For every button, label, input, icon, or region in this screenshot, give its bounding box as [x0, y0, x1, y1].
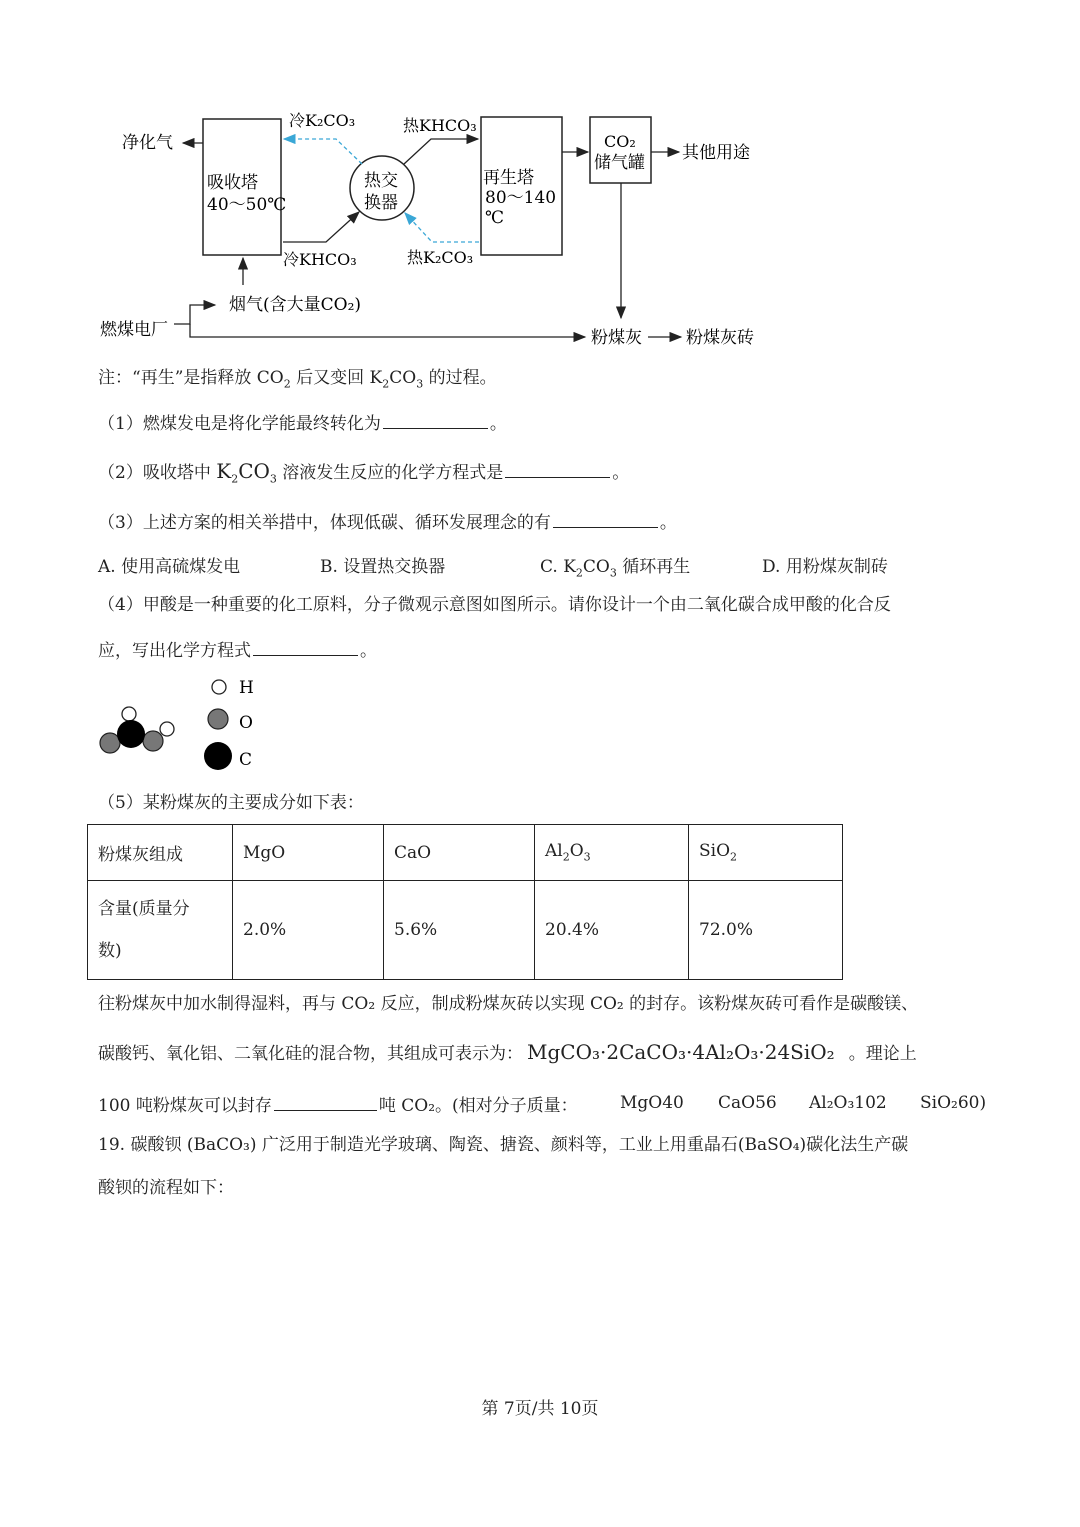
question-5-intro: （5）某粉煤灰的主要成分如下表： [98, 793, 364, 813]
question-4-line-2: 应，写出化学方程式 。 [98, 637, 377, 662]
answer-blank-5[interactable] [274, 1092, 377, 1111]
purified-gas-label: 净化气 [122, 133, 173, 153]
question-19-line-2: 酸钡的流程如下： [98, 1178, 234, 1198]
option-d[interactable]: D. 用粉煤灰制砖 [762, 557, 888, 577]
table-header-al2o3: $Al_2O_3$ [535, 825, 689, 881]
legend-h-circle [212, 680, 226, 694]
c-atom [117, 720, 145, 748]
table-header-sio2: SiO$_2$ [689, 825, 843, 881]
question-5-paragraph-2: 碳酸钙、氧化铝、二氧化硅的混合物，其组成可表示为： MgCO₃·2CaCO₃·4Al₂O₃·24SiO₂ 。理论上 [98, 1040, 917, 1064]
answer-blank-2[interactable] [505, 459, 610, 478]
power-plant-label: 燃煤电厂 [100, 320, 168, 340]
value-mgo: 2.0% [233, 881, 384, 980]
cold-k2co3-label: 冷K₂CO₃ [289, 111, 356, 130]
table-header-mgo: MgO [233, 825, 384, 881]
fly-ash-label: 粉煤灰 [591, 328, 642, 348]
option-c[interactable]: C. $K_2CO_3$ 循环再生 [540, 557, 691, 580]
regeneration-tower-label: 再生塔 [483, 168, 534, 188]
h-atom-right [160, 722, 174, 736]
question-19-line-1: 19. 碳酸钡 (BaCO₃) 广泛用于制造光学玻璃、陶瓷、搪瓷、颜料等，工业上用重晶石(BaSO₄)碳化法生产碳 [98, 1135, 909, 1155]
legend-c-label: C [239, 750, 253, 770]
question-5-paragraph-3: 100 吨粉煤灰可以封存 吨 CO₂。(相对分子质量： MgO40 CaO56 Al₂O₃102 SiO₂60) [98, 1093, 987, 1116]
flue-gas-label: 烟气(含大量CO₂) [229, 295, 362, 315]
table-row-label: 含量(质量分 数) [88, 881, 233, 980]
fly-ash-brick-label: 粉煤灰砖 [686, 328, 754, 348]
answer-blank-1[interactable] [383, 410, 488, 429]
cold-khco3-label: 冷KHCO₃ [283, 250, 357, 269]
legend-h-label: H [239, 678, 254, 698]
table-header-cao: CaO [384, 825, 535, 881]
answer-blank-3[interactable] [553, 509, 658, 528]
fly-ash-composition-table [87, 824, 843, 980]
value-al2o3: 20.4% [535, 881, 689, 980]
question-3: （3）上述方案的相关举措中，体现低碳、循环发展理念的有 。 [98, 509, 677, 534]
legend-o-circle [208, 709, 228, 729]
page-number: 第 7页/共 10页 [481, 1399, 599, 1419]
question-2: （2）吸收塔中 $K_2CO_3$ 溶液发生反应的化学方程式是 。 [98, 459, 630, 486]
answer-blank-4[interactable] [253, 637, 358, 656]
hot-khco3-label: 热KHCO₃ [403, 116, 477, 135]
co2-tank-label-1: CO₂ [604, 132, 636, 151]
heat-exchanger-label-2: 换器 [364, 193, 398, 213]
value-cao: 5.6% [384, 881, 535, 980]
formic-acid-molecule-figure [95, 672, 285, 777]
co2-tank-label-2: 储气罐 [594, 153, 645, 173]
table-row [88, 825, 843, 881]
option-b[interactable]: B. 设置热交换器 [320, 557, 446, 577]
process-flow-diagram [0, 100, 1080, 360]
note-line: 注：“再生”是指释放 $CO_2$ 后又变回 $K_2CO_3$ 的过程。 [98, 368, 497, 391]
value-sio2: 72.0% [689, 881, 843, 980]
option-a[interactable]: A. 使用高硫煤发电 [98, 557, 241, 577]
h-atom-top [122, 707, 136, 721]
brick-formula: MgCO₃·2CaCO₃·4Al₂O₃·24SiO₂ [527, 1040, 835, 1064]
o-atom-left [100, 733, 120, 753]
question-4-line-1: （4）甲酸是一种重要的化工原料，分子微观示意图如图所示。请你设计一个由二氧化碳合成甲酸的化合反 [98, 595, 891, 615]
hot-k2co3-label: 热K₂CO₃ [407, 248, 474, 267]
legend-c-circle [204, 742, 232, 770]
legend-o-label: O [239, 713, 253, 733]
table-header-label: 粉煤灰组成 [88, 825, 233, 881]
o-atom-right [143, 731, 163, 751]
regeneration-tower-temp-1: 80～140 [485, 188, 557, 208]
absorber-label: 吸收塔 [207, 173, 258, 193]
regeneration-tower-temp-2: ℃ [485, 208, 505, 228]
table-row [88, 881, 843, 980]
question-1: （1）燃煤发电是将化学能最终转化为 。 [98, 410, 507, 435]
other-uses-label: 其他用途 [682, 143, 750, 163]
heat-exchanger-label-1: 热交 [364, 171, 398, 191]
absorber-temp: 40～50℃ [207, 195, 287, 215]
question-5-paragraph-1: 往粉煤灰中加水制得湿料，再与 CO₂ 反应，制成粉煤灰砖以实现 CO₂ 的封存。该粉煤灰砖可看作是碳酸镁、 [98, 994, 919, 1014]
